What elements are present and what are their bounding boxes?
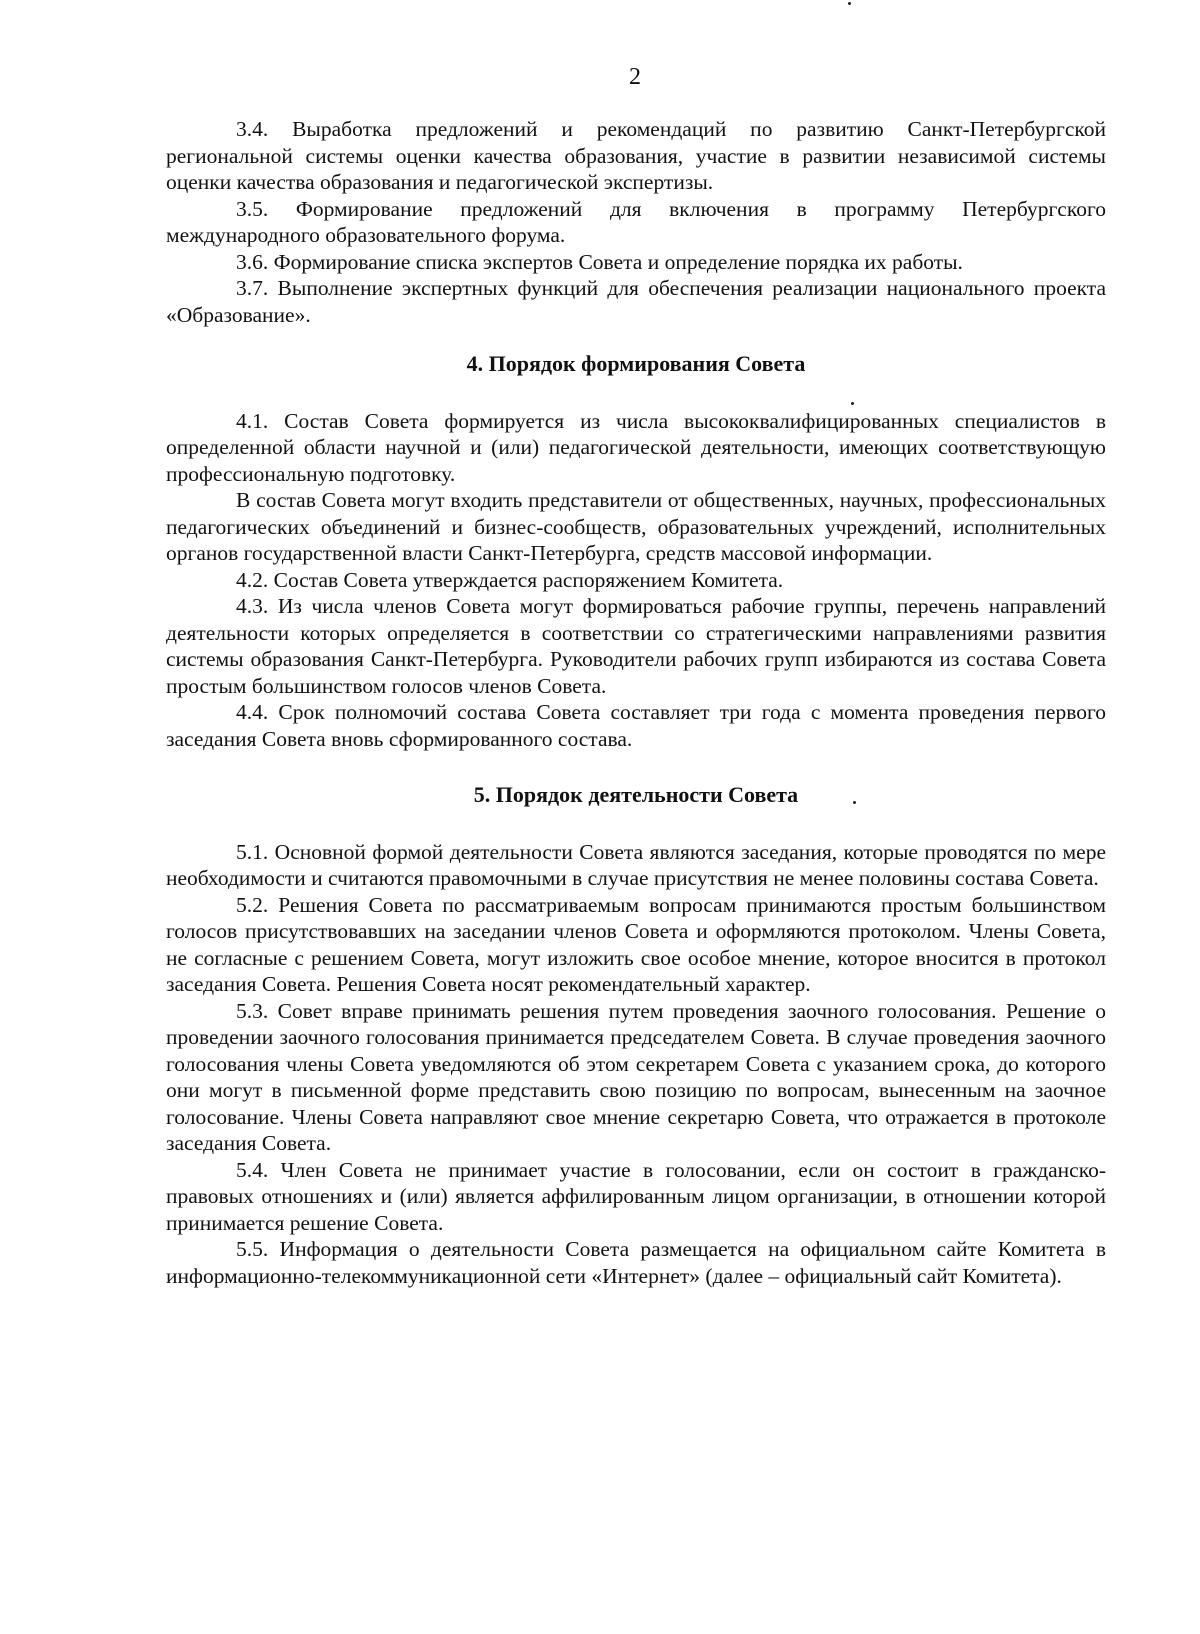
paragraph-4-3: 4.3. Из числа членов Совета могут формироваться рабочие группы, перечень направлений деятельности которых определяется в соответствии со стратегическими направлениями развития системы образования Санкт-Петербурга. Руководители рабочих групп избираются из состава Совета простым большинством голосов членов Совета. (166, 594, 1106, 698)
section-4-heading: 4. Порядок формирования Совета (466, 351, 806, 376)
paragraph-5-5: 5.5. Информация о деятельности Совета размещается на официальном сайте Комитета в информационно-телекоммуникационной сети «Интернет» (далее – официальный сайт Комитета). (166, 1237, 1106, 1288)
paragraph-3-4: 3.4. Выработка предложений и рекомендаций по развитию Санкт-Петербургской региональной системы оценки качества образования, участие в развитии независимой системы оценки качества образования и педагогической экспертизы. (166, 117, 1106, 194)
document-body (166, 116, 1106, 1289)
paragraph-3-6: 3.6. Формирование списка экспертов Совета и определение порядка их работы. (236, 249, 963, 274)
paragraph-4-2: 4.2. Состав Совета утверждается распоряжением Комитета. (236, 567, 784, 592)
section-5-heading: 5. Порядок деятельности Совета (473, 782, 799, 807)
paragraph-4-1-composition: В состав Совета могут входить представители от общественных, научных, профессиональных педагогических объединений и бизнес-сообществ, образовательных учреждений, исполнительных органов государственной власти Санкт-Петербурга, средств массовой информации. (166, 488, 1106, 565)
paragraph-3-5: 3.5. Формирование предложений для включения в программу Петербургского международного образовательного форума. (166, 196, 1106, 247)
scan-speck (848, 2, 851, 5)
paragraph-4-4: 4.4. Срок полномочий состава Совета составляет три года с момента проведения первого заседания Совета вновь сформированного состава. (166, 700, 1106, 751)
page-number: 2 (629, 64, 641, 90)
paragraph-5-4: 5.4. Член Совета не принимает участие в голосовании, если он состоит в гражданско-правовых отношениях и (или) является аффилированным лицом организации, в отношении которой принимается решение Совета. (166, 1157, 1106, 1235)
paragraph-5-2: 5.2. Решения Совета по рассматриваемым вопросам принимаются простым большинством голосов присутствовавших на заседании членов Совета и оформляются протоколом. Члены Совета, не согласные с решением Совета, могут изложить свое особое мнение, которое вносится в протокол заседания Совета. Решения Совета носят рекомендательный характер. (166, 892, 1106, 996)
paragraph-5-3: 5.3. Совет вправе принимать решения путем проведения заочного голосования. Решение о проведении заочного голосования принимается председателем Совета. В случае проведения заочного голосования члены Совета уведомляются об этом секретарем Совета с указанием срока, до которого они могут в письменной форме представить свою позицию по вопросам, вынесенным на заочное голосование. Члены Совета направляют свое мнение секретарю Совета, что отражается в протоколе заседания Совета. (166, 998, 1106, 1155)
paragraph-4-1: 4.1. Состав Совета формируется из числа высококвалифицированных специалистов в определенной области научной и (или) педагогической деятельности, имеющих соответствующую профессиональную подготовку. (166, 408, 1106, 486)
paragraph-3-7: 3.7. Выполнение экспертных функций для обеспечения реализации национального проекта «Образование». (166, 276, 1106, 327)
paragraph-5-1: 5.1. Основной формой деятельности Совета являются заседания, которые проводятся по мере необходимости и считаются правомочными в случае присутствия не менее половины состава Совета. (166, 839, 1106, 890)
